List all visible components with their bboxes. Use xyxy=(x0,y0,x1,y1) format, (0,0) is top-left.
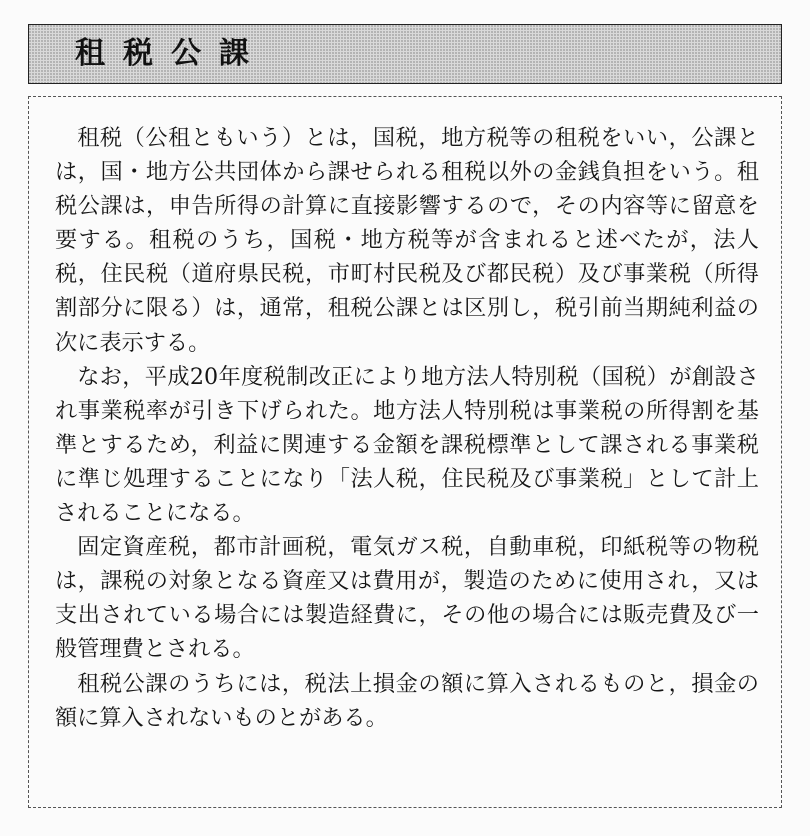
paragraph-3: 固定資産税，都市計画税，電気ガス税，自動車税，印紙税等の物税は，課税の対象となる資産又は費用が，製造のために使用され，又は支出されている場合には製造経費に，その他の場合には販売費及び一般管理費とされる。 xyxy=(55,534,759,663)
paragraph-1: 租税（公租ともいう）とは，国税，地方税等の租税をいい，公課とは，国・地方公共団体から課せられる租税以外の金銭負担をいう。租税公課は，申告所得の計算に直接影響するので，その内容等に留意を要する。租税のうち，国税・地方税等が含まれると述べたが，法人税，住民税（道府県民税，市町村民税及び都民税）及び事業税（所得割部分に限る）は，通常，租税公課とは区別し，税引前当期純利益の次に表示する。 xyxy=(55,125,759,356)
body-text xyxy=(55,121,759,735)
section-title: 租税公課 xyxy=(75,36,267,71)
section-heading-box xyxy=(28,24,782,84)
content-box xyxy=(28,96,782,808)
paragraph-4: 租税公課のうちには，税法上損金の額に算入されるものと，損金の額に算入されないものとがある。 xyxy=(55,670,759,731)
paragraph-2: なお，平成20年度税制改正により地方法人特別税（国税）が創設され事業税率が引き下げられた。地方法人特別税は事業税の所得割を基準とするため，利益に関連する金額を課税標準として課される事業税に準じ処理することになり「法人税，住民税及び事業税」として計上されることになる。 xyxy=(55,363,759,527)
